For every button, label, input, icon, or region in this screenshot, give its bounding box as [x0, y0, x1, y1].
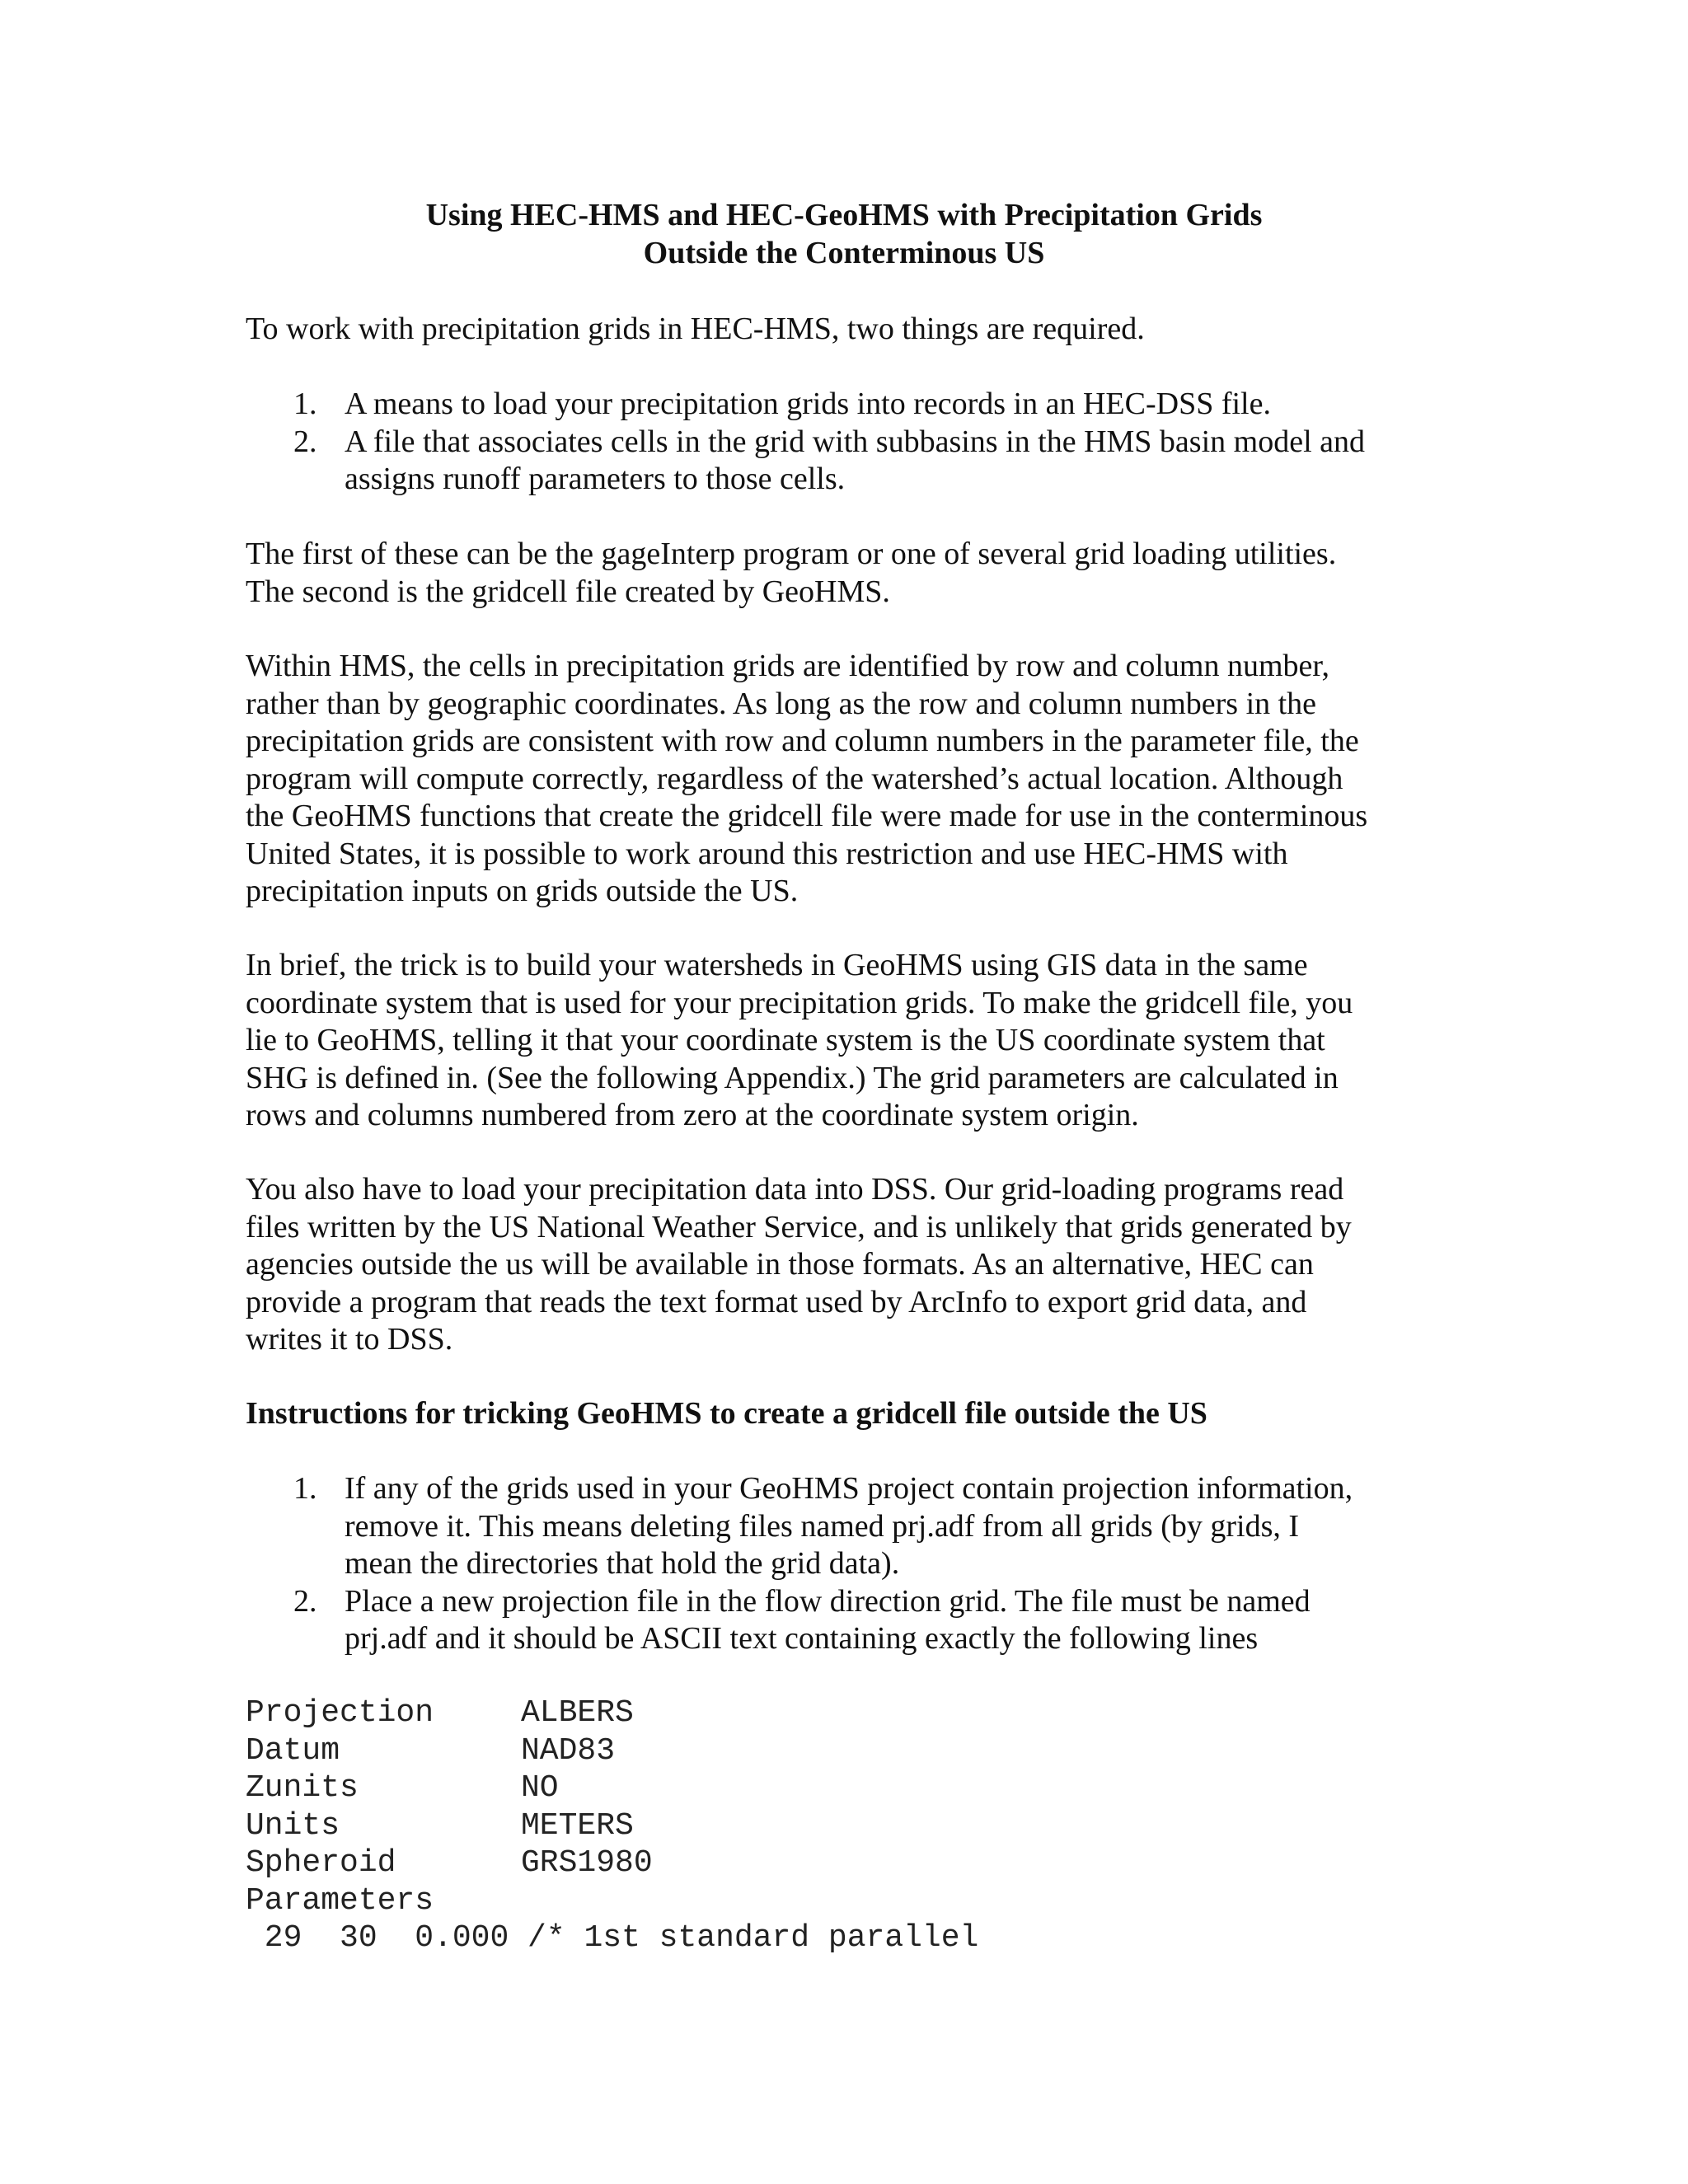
code-parameter-line: 29 30 0.000 /* 1st standard parallel: [246, 1920, 979, 1956]
list-number: 1.: [293, 1471, 317, 1506]
paragraph-within: [246, 648, 1442, 911]
paragraph-line: The first of these can be the gageInterp program or one of several grid loading utilities.: [246, 537, 1337, 571]
code-row: [246, 1694, 1442, 1732]
code-row: [246, 1882, 1442, 1920]
code-value: NAD83: [521, 1732, 616, 1769]
requirements-list: [246, 386, 1442, 499]
paragraph-line: rather than by geographic coordinates. As long as the row and column numbers in the: [246, 686, 1317, 721]
list-item-text: If any of the grids used in your GeoHMS project contain projection information,: [345, 1471, 1353, 1506]
paragraph-line: precipitation inputs on grids outside the US.: [246, 874, 799, 908]
paragraph-line: the GeoHMS functions that create the gridcell file were made for use in the conterminous: [246, 799, 1368, 833]
list-item-text: remove it. This means deleting files named prj.adf from all grids (by grids, I: [345, 1508, 1300, 1544]
paragraph-line: United States, it is possible to work around this restriction and use HEC-HMS with: [246, 836, 1288, 871]
paragraph-line: lie to GeoHMS, telling it that your coordinate system is the US coordinate system that: [246, 1023, 1325, 1057]
list-item: [246, 1583, 1442, 1658]
projection-file-listing: [246, 1694, 1442, 1957]
document-page: [246, 0, 1442, 2184]
list-number: 2.: [293, 424, 317, 459]
title-line-1: Using HEC-HMS and HEC-GeoHMS with Precipitation Grids: [425, 198, 1263, 232]
paragraph-line: Within HMS, the cells in precipitation grids are identified by row and column number,: [246, 649, 1330, 683]
list-item-text: A means to load your precipitation grids into records in an HEC-DSS file.: [345, 387, 1271, 421]
paragraph-line: SHG is defined in. (See the following Appendix.) The grid parameters are calculated in: [246, 1060, 1339, 1095]
instructions-heading: Instructions for tricking GeoHMS to create a gridcell file outside the US: [246, 1396, 1207, 1431]
paragraph-line: In brief, the trick is to build your watersheds in GeoHMS using GIS data in the same: [246, 948, 1308, 982]
list-item: [246, 386, 1442, 424]
paragraph-line: You also have to load your precipitation data into DSS. Our grid-loading programs read: [246, 1172, 1344, 1207]
code-value: ALBERS: [521, 1695, 634, 1731]
list-item: [246, 424, 1442, 499]
code-row: [246, 1769, 1442, 1807]
paragraph-line: files written by the US National Weather Service, and is unlikely that grids generated by: [246, 1209, 1352, 1244]
code-key: Parameters: [246, 1882, 434, 1919]
list-item-text: prj.adf and it should be ASCII text containing exactly the following lines: [345, 1621, 1259, 1656]
paragraph-line: coordinate system that is used for your precipitation grids. To make the gridcell file, you: [246, 985, 1353, 1020]
list-item-text: A file that associates cells in the grid with subbasins in the HMS basin model and: [345, 424, 1365, 459]
code-key: Zunits: [246, 1770, 359, 1806]
list-item: [246, 1470, 1442, 1583]
instructions-list: [246, 1470, 1442, 1658]
paragraph-line: program will compute correctly, regardless of the watershed’s actual location. Although: [246, 761, 1343, 796]
paragraph-line: agencies outside the us will be available in those formats. As an alternative, HEC can: [246, 1247, 1314, 1282]
code-key: Units: [246, 1807, 340, 1844]
list-item-text: Place a new projection file in the flow direction grid. The file must be named: [345, 1583, 1311, 1619]
list-item-text: assigns runoff parameters to those cells.: [345, 462, 846, 496]
code-row: [246, 1807, 1442, 1845]
paragraph-first: [246, 536, 1442, 611]
paragraph-line: provide a program that reads the text format used by ArcInfo to export grid data, and: [246, 1284, 1307, 1319]
code-value: NO: [521, 1770, 559, 1806]
paragraph-line: The second is the gridcell file created by GeoHMS.: [246, 574, 890, 609]
title-line-2: Outside the Conterminous US: [643, 236, 1045, 270]
code-row: [246, 1844, 1442, 1882]
list-number: 2.: [293, 1583, 317, 1619]
code-row: [246, 1732, 1442, 1770]
list-item-text: mean the directories that hold the grid data).: [345, 1546, 900, 1581]
code-key: Spheroid: [246, 1845, 396, 1881]
paragraph-line: rows and columns numbered from zero at the coordinate system origin.: [246, 1098, 1139, 1132]
list-number: 1.: [293, 387, 317, 421]
paragraph-line: writes it to DSS.: [246, 1322, 453, 1357]
code-value: GRS1980: [521, 1845, 653, 1881]
paragraph-line: precipitation grids are consistent with row and column numbers in the parameter file, the: [246, 724, 1359, 758]
intro-paragraph: To work with precipitation grids in HEC-HMS, two things are required.: [246, 312, 1145, 346]
paragraph-brief: [246, 947, 1442, 1135]
code-key: Projection: [246, 1695, 434, 1731]
document-title: [246, 196, 1442, 272]
paragraph-load: [246, 1171, 1442, 1359]
code-value: METERS: [521, 1807, 634, 1844]
code-key: Datum: [246, 1732, 340, 1769]
